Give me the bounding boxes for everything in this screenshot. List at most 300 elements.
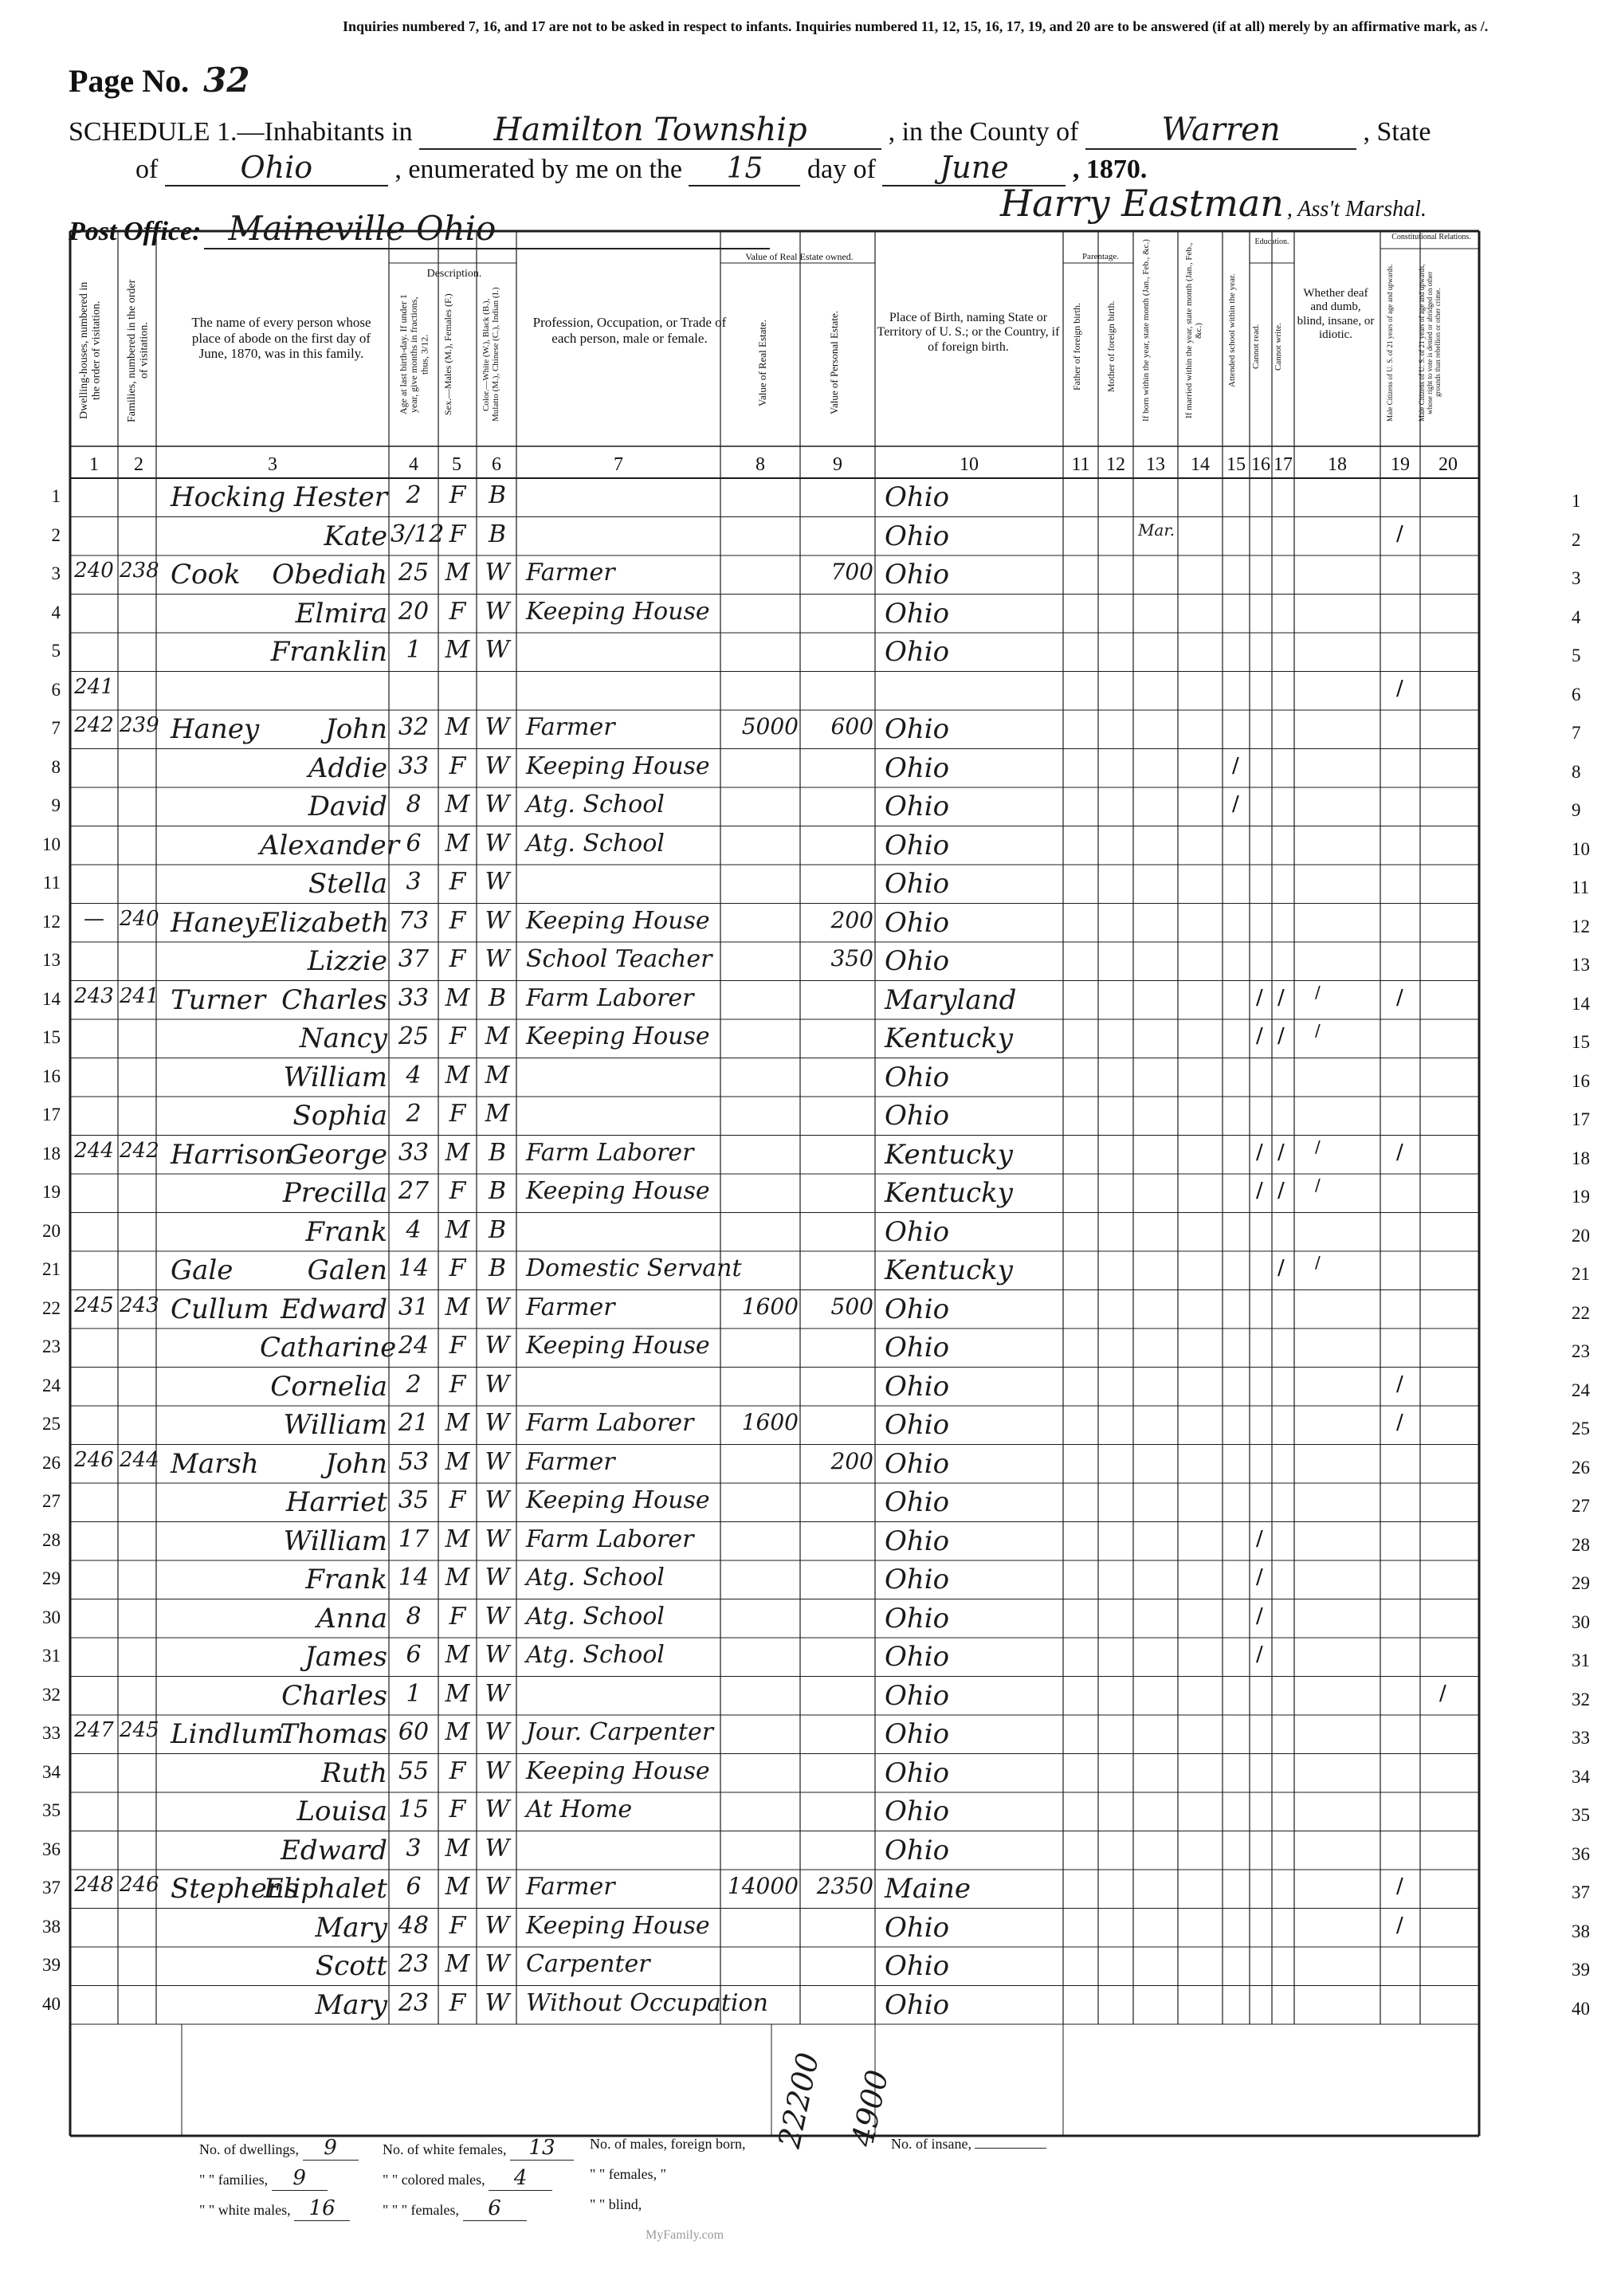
line-number: 32 (42, 1684, 61, 1705)
birthplace: Ohio (885, 906, 950, 939)
birthplace: Ohio (885, 1293, 950, 1325)
col-header-13: If born within the year, state month (Jan., Feb., &c.) (1141, 239, 1151, 422)
table-row (0, 1870, 1617, 1909)
right-line-number: 3 (1572, 568, 1581, 588)
birthplace: Ohio (885, 791, 950, 822)
sex: M (445, 713, 470, 741)
color: W (485, 945, 510, 973)
table-row (0, 1560, 1617, 1599)
birthplace: Ohio (885, 752, 950, 784)
right-line-number: 31 (1572, 1650, 1590, 1670)
line-number: 9 (51, 795, 61, 815)
table-row (0, 1677, 1617, 1716)
attended-school-mark: / (1232, 792, 1239, 816)
birthplace: Kentucky (885, 1177, 1013, 1209)
given-name: Precilla (282, 1177, 387, 1209)
birthplace: Ohio (885, 1525, 950, 1557)
occupation: Atg. School (526, 829, 665, 858)
right-line-number: 35 (1572, 1805, 1590, 1825)
personal-estate-value: 2350 (816, 1873, 873, 1899)
age: 15 (398, 1796, 430, 1823)
given-name: Frank (305, 1215, 387, 1248)
dwelling-number: 244 (74, 1138, 114, 1163)
color: W (485, 1370, 510, 1399)
age: 60 (398, 1718, 430, 1746)
occupation: Keeping House (526, 1756, 710, 1785)
sex: F (449, 1486, 466, 1514)
given-name: Obediah (272, 559, 387, 591)
right-line-number: 6 (1572, 684, 1581, 704)
sex: F (449, 1370, 466, 1399)
family-number: 244 (120, 1447, 159, 1472)
right-line-number: 36 (1572, 1843, 1590, 1864)
color: B (488, 1254, 507, 1282)
line-number: 11 (42, 873, 61, 893)
sex: M (445, 1525, 470, 1553)
footer-personal-estate-total: 4900 (845, 2066, 896, 2150)
color: W (485, 713, 510, 741)
line-number: 21 (42, 1259, 61, 1279)
occupation: Farm Laborer (526, 1525, 694, 1553)
table-row (0, 710, 1617, 749)
line-number: 15 (42, 1027, 61, 1047)
age: 25 (398, 1022, 430, 1050)
given-name: Edward (281, 1293, 387, 1325)
education-header: Education. (1254, 237, 1289, 246)
col-header-14: If married within the year, state month (Jan., Feb., &c.) (1184, 242, 1204, 419)
state-label: , State (1363, 117, 1431, 147)
age: 4 (406, 1215, 422, 1244)
description-header: Description. (426, 268, 482, 280)
age: 33 (398, 1138, 430, 1167)
footer-colored-females: " " " females, 6 (383, 2196, 527, 2221)
occupation: Farmer (526, 1293, 615, 1321)
color: W (485, 1679, 510, 1708)
age: 27 (398, 1177, 430, 1205)
color: W (485, 829, 510, 858)
occupation: At Home (526, 1796, 633, 1823)
footer-males-foreign: No. of males, foreign born, (590, 2136, 746, 2152)
age: 55 (398, 1756, 430, 1785)
age: 4 (406, 1061, 422, 1089)
deaf-blind-insane-mark: / (1315, 1175, 1321, 1195)
given-name: Stella (308, 868, 387, 900)
given-name: James (304, 1641, 387, 1673)
column-number: 2 (134, 454, 143, 475)
col-header-6: Color.—White (W.), Black (B.), Mulatto (M.), Chinese (C.), Indian (I.) (481, 287, 501, 422)
sex: M (445, 829, 470, 858)
surname: Haney (171, 906, 260, 939)
color: W (485, 636, 510, 664)
given-name: Alexander (260, 829, 400, 861)
table-row (0, 478, 1617, 517)
given-name: Scott (315, 1950, 387, 1982)
age: 3 (406, 1834, 422, 1862)
age: 8 (406, 791, 422, 818)
color: W (485, 559, 510, 587)
birthplace: Kentucky (885, 1022, 1013, 1054)
table-row (0, 1368, 1617, 1407)
birthplace: Ohio (885, 1061, 950, 1093)
age: 24 (398, 1332, 430, 1360)
age: 20 (398, 597, 430, 626)
right-line-number: 10 (1572, 838, 1590, 859)
occupation: Farmer (526, 1447, 615, 1476)
family-number: 242 (120, 1138, 159, 1163)
table-row (0, 1754, 1617, 1793)
column-number: 6 (492, 454, 501, 475)
color: W (485, 1332, 510, 1360)
sex: M (445, 1138, 470, 1167)
right-line-number: 11 (1572, 877, 1590, 897)
col-header-11: Father of foreign birth. (1071, 303, 1082, 391)
dwelling-number: 243 (74, 983, 114, 1008)
birthplace: Ohio (885, 1409, 950, 1441)
column-number: 13 (1146, 454, 1165, 475)
sex: F (449, 1911, 466, 1940)
right-line-number: 18 (1572, 1148, 1590, 1168)
given-name: Galen (307, 1254, 387, 1286)
line-number: 14 (42, 988, 61, 1009)
col-header-2: Families, numbered in the order of visitation. (126, 279, 151, 422)
sex: M (445, 1293, 470, 1321)
page-number-label: Page No. 32 (69, 61, 250, 100)
birthplace: Kentucky (885, 1254, 1013, 1286)
line-number: 7 (51, 718, 61, 738)
right-line-number: 26 (1572, 1457, 1590, 1478)
right-line-number: 22 (1572, 1302, 1590, 1323)
table-row (0, 826, 1617, 865)
cannot-write-mark: / (1278, 1179, 1285, 1203)
color: W (485, 1873, 510, 1901)
birthplace: Ohio (885, 1332, 950, 1364)
line-number: 13 (42, 950, 61, 970)
table-row (0, 1715, 1617, 1754)
surname: Lindlum (171, 1718, 285, 1750)
right-line-number: 24 (1572, 1380, 1590, 1400)
age: 33 (398, 983, 430, 1012)
line-number: 37 (42, 1878, 61, 1898)
footer-families-value: 9 (272, 2166, 328, 2191)
color: W (485, 1641, 510, 1669)
sex: M (445, 791, 470, 818)
age: 6 (406, 1873, 422, 1901)
birthplace: Maine (885, 1873, 971, 1905)
personal-estate-value: 200 (830, 1447, 873, 1474)
color: B (488, 1138, 507, 1167)
table-row (0, 1483, 1617, 1522)
birthplace: Ohio (885, 1679, 950, 1712)
sex: F (449, 481, 466, 509)
age: 23 (398, 1988, 430, 2017)
given-name: Charles (281, 1679, 387, 1712)
sex: M (445, 1215, 470, 1244)
sex: M (445, 1061, 470, 1089)
line-number: 27 (42, 1491, 61, 1511)
line-number: 12 (42, 911, 61, 932)
given-name: Elizabeth (260, 906, 390, 939)
sex: F (449, 1602, 466, 1631)
citizen-21-mark: / (1396, 985, 1403, 1010)
table-row (0, 595, 1617, 634)
right-line-number: 27 (1572, 1496, 1590, 1516)
age: 2 (406, 1100, 422, 1128)
color: W (485, 1293, 510, 1321)
occupation: Keeping House (526, 752, 710, 780)
age: 32 (398, 713, 430, 741)
color: W (485, 791, 510, 818)
color: W (485, 1564, 510, 1592)
column-number: 17 (1274, 454, 1293, 475)
age: 21 (398, 1409, 430, 1437)
column-number: 18 (1328, 454, 1347, 475)
footer-dwellings: No. of dwellings, 9 (199, 2136, 359, 2161)
surname: Hocking (171, 481, 286, 513)
col-header-7: Profession, Occupation, or Trade of each person, male or female. (532, 315, 727, 346)
right-line-number: 1 (1572, 491, 1581, 511)
right-line-number: 7 (1572, 723, 1581, 743)
occupation: Atg. School (526, 1564, 665, 1592)
cannot-write-mark: / (1278, 1256, 1285, 1280)
given-name: Eliphalet (263, 1873, 387, 1905)
table-row (0, 787, 1617, 826)
line-number: 24 (42, 1375, 61, 1395)
surname: Haney (171, 713, 260, 745)
column-number: 16 (1251, 454, 1270, 475)
given-name: Catharine (260, 1332, 397, 1364)
table-row (0, 1986, 1617, 2025)
sex: M (445, 1409, 470, 1437)
col-header-20: Male Citizens of U. S. of 21 years of age and upwards, whose right to vote is denied or abridged on other grounds than rebellion or other crime. (1418, 264, 1442, 422)
sex: F (449, 906, 466, 935)
color: W (485, 1988, 510, 2017)
sex: F (449, 945, 466, 973)
birthplace: Ohio (885, 1718, 950, 1750)
right-line-number: 37 (1572, 1882, 1590, 1902)
color: W (485, 752, 510, 780)
personal-estate-value: 600 (830, 713, 873, 740)
sex: F (449, 868, 466, 896)
table-row (0, 1909, 1617, 1948)
birthplace: Ohio (885, 559, 950, 591)
surname: Marsh (171, 1447, 259, 1480)
table-row (0, 672, 1617, 711)
sex: M (445, 1641, 470, 1669)
footer-blind: " " blind, (590, 2196, 642, 2212)
right-line-number: 12 (1572, 916, 1590, 936)
right-line-number: 38 (1572, 1921, 1590, 1941)
sex: M (445, 1447, 470, 1476)
color: W (485, 1834, 510, 1862)
born-within-year: Mar. (1137, 520, 1175, 540)
line-number: 5 (51, 641, 61, 661)
line-number: 26 (42, 1452, 61, 1473)
given-name: David (308, 791, 387, 822)
color: B (488, 1177, 507, 1205)
right-line-number: 30 (1572, 1611, 1590, 1632)
table-row (0, 904, 1617, 943)
table-row (0, 1136, 1617, 1175)
age: 48 (398, 1911, 430, 1940)
line-number: 34 (42, 1761, 61, 1782)
age: 3 (406, 868, 422, 896)
occupation: Farm Laborer (526, 1409, 694, 1437)
color: W (485, 1756, 510, 1785)
footer-white-males: " " white males, 16 (199, 2196, 350, 2221)
cannot-write-mark: / (1278, 985, 1285, 1010)
marshal-label: , Ass't Marshal. (1286, 197, 1427, 222)
age: 3/12 (391, 520, 445, 548)
given-name: Elmira (295, 597, 387, 630)
birthplace: Ohio (885, 1486, 950, 1518)
color: W (485, 906, 510, 935)
color: M (485, 1061, 510, 1089)
given-name: Sophia (292, 1100, 387, 1132)
column-number: 9 (833, 454, 842, 475)
col-header-4: Age at last birth-day. If under 1 year, give months in fractions, thus, 3/12. (398, 294, 430, 415)
sex: F (449, 752, 466, 780)
column-number: 15 (1226, 454, 1246, 475)
right-line-number: 16 (1572, 1070, 1590, 1091)
col-header-17: Cannot write. (1274, 323, 1283, 371)
deaf-blind-insane-mark: / (1315, 1136, 1321, 1156)
column-number: 14 (1191, 454, 1210, 475)
occupation: Farm Laborer (526, 1138, 694, 1167)
dwelling-number: 245 (74, 1293, 114, 1317)
personal-estate-value: 350 (830, 945, 873, 971)
given-name: Charles (281, 983, 387, 1016)
occupation: School Teacher (526, 945, 712, 973)
table-row (0, 1097, 1617, 1136)
right-line-number: 15 (1572, 1032, 1590, 1052)
table-row (0, 1638, 1617, 1677)
right-line-number: 4 (1572, 606, 1581, 627)
occupation: Keeping House (526, 597, 710, 626)
line-number: 38 (42, 1916, 61, 1937)
deaf-blind-insane-mark: / (1315, 1021, 1321, 1040)
watermark: MyFamily.com (646, 2228, 724, 2242)
birthplace: Ohio (885, 1447, 950, 1480)
occupation: Atg. School (526, 1602, 665, 1631)
sex: F (449, 520, 466, 548)
given-name: Franklin (270, 636, 387, 668)
county-label: , in the County of (888, 117, 1079, 147)
family-number: 241 (120, 983, 159, 1008)
right-line-number: 23 (1572, 1341, 1590, 1361)
right-line-number: 20 (1572, 1225, 1590, 1246)
post-office-label: Post Office: (69, 217, 202, 246)
right-line-number: 40 (1572, 1998, 1590, 2019)
table-row (0, 1792, 1617, 1831)
table-row (0, 555, 1617, 595)
col-header-9: Value of Personal Estate. (828, 311, 840, 414)
table-row (0, 749, 1617, 788)
citizen-21-mark: / (1396, 1913, 1403, 1937)
surname: Harrison (171, 1138, 293, 1171)
occupation: Keeping House (526, 1022, 710, 1050)
table-row (0, 1019, 1617, 1058)
occupation: Keeping House (526, 1911, 710, 1940)
family-number: 245 (120, 1718, 159, 1742)
enumeration-month: June (882, 150, 1066, 186)
marshal-signature: Harry Eastman (1000, 182, 1284, 225)
cannot-read-mark: / (1256, 985, 1263, 1010)
occupation: Keeping House (526, 1332, 710, 1360)
cannot-write-mark: / (1278, 1024, 1285, 1048)
cannot-read-mark: / (1256, 1024, 1263, 1048)
right-line-number: 39 (1572, 1960, 1590, 1980)
dwelling-number: 246 (74, 1447, 114, 1472)
line-number: 40 (42, 1993, 61, 2014)
table-row (0, 1329, 1617, 1368)
real-estate-value: 1600 (741, 1293, 799, 1320)
birthplace: Ohio (885, 1911, 950, 1944)
age: 25 (398, 559, 430, 587)
line-number: 2 (51, 524, 61, 545)
right-line-number: 33 (1572, 1728, 1590, 1748)
enumeration-year: , 1870. (1072, 155, 1148, 184)
cannot-read-mark: / (1256, 1643, 1263, 1666)
right-line-number: 28 (1572, 1534, 1590, 1555)
birthplace: Ohio (885, 1950, 950, 1982)
birthplace: Ohio (885, 1641, 950, 1673)
given-name: Lizzie (307, 945, 387, 977)
footer-families: " " families, 9 (199, 2166, 328, 2191)
surname: Stephens (171, 1873, 299, 1905)
constitutional-header: Constitutional Relations. (1391, 233, 1471, 241)
age: 53 (398, 1447, 430, 1476)
age: 33 (398, 752, 430, 780)
col-header-16: Cannot read. (1251, 324, 1261, 370)
footer-females-foreign: " " females, " (590, 2166, 667, 2182)
family-number: 238 (120, 559, 159, 583)
line-number: 35 (42, 1800, 61, 1820)
occupation: Keeping House (526, 1486, 710, 1514)
footer-white-males-value: 16 (294, 2196, 350, 2221)
color: B (488, 1215, 507, 1244)
table-row (0, 1174, 1617, 1213)
color: B (488, 481, 507, 509)
age: 14 (398, 1254, 430, 1282)
table-row (0, 1213, 1617, 1252)
footer-white-females: No. of white females, 13 (383, 2136, 574, 2161)
color: W (485, 1796, 510, 1823)
line-number: 29 (42, 1568, 61, 1588)
given-name: Mary (315, 1911, 387, 1944)
day-label: day of (807, 155, 876, 184)
line-number: 6 (51, 679, 61, 700)
given-name: Anna (316, 1602, 387, 1635)
instructions-note: Inquiries numbered 7, 16, and 17 are not to be asked in respect to infants. Inquiries numbered 11, 12, 15, 16, 17, 19, and 20 are to be answered (if at all) merely by an affirmative mark, as /. (343, 18, 1489, 34)
age: 6 (406, 1641, 422, 1669)
sex: F (449, 1796, 466, 1823)
cannot-read-mark: / (1256, 1526, 1263, 1551)
color: W (485, 1409, 510, 1437)
age: 73 (398, 906, 430, 935)
birthplace: Ohio (885, 945, 950, 977)
column-number: 1 (89, 454, 99, 475)
col-header-15: Attended school within the year. (1227, 273, 1237, 388)
table-row (0, 1251, 1617, 1290)
line-number: 30 (42, 1607, 61, 1627)
table-row (0, 981, 1617, 1020)
occupation: Farmer (526, 1873, 615, 1901)
citizen-21-mark: / (1396, 1874, 1403, 1898)
birthplace: Ohio (885, 636, 950, 668)
table-row (0, 865, 1617, 904)
sex: M (445, 1679, 470, 1708)
column-number: 7 (614, 454, 623, 475)
